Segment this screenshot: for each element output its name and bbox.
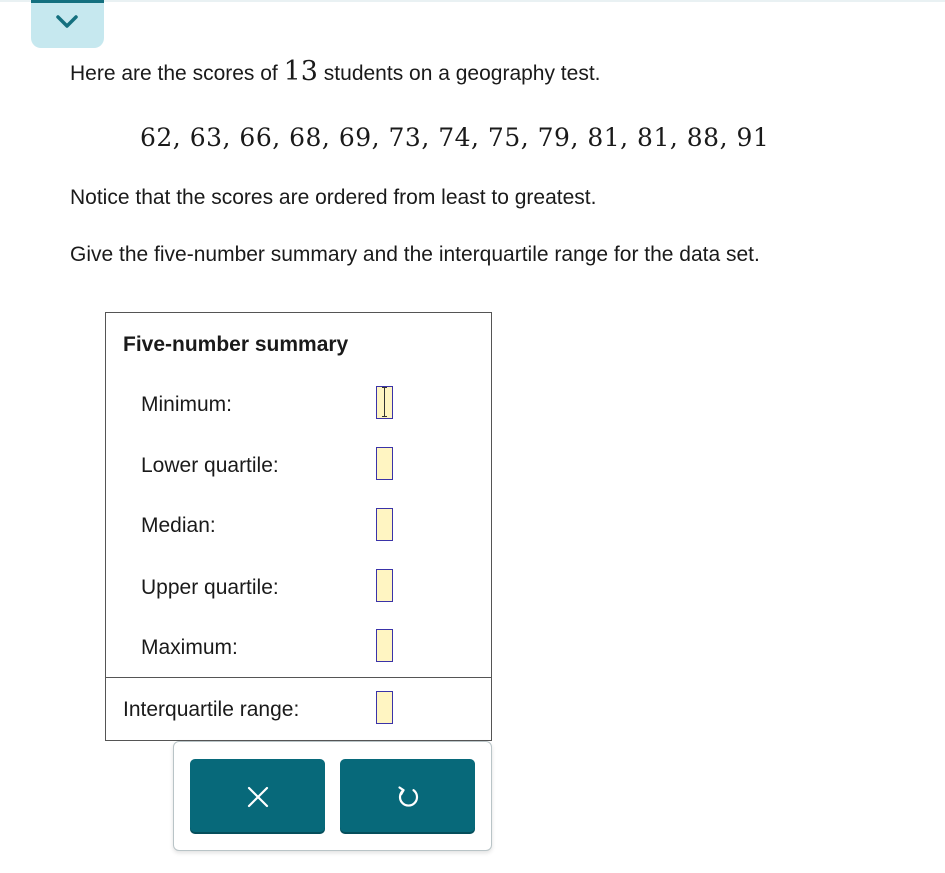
minimum-label: Minimum: (141, 393, 233, 416)
intro-after: students on a geography test. (317, 62, 601, 85)
answer-panel (105, 312, 492, 741)
panel-divider (106, 677, 491, 678)
close-icon (246, 785, 270, 809)
text-cursor (384, 387, 385, 417)
lower-quartile-input[interactable] (376, 447, 393, 480)
upper-quartile-input[interactable] (376, 569, 393, 602)
question-intro (70, 58, 601, 88)
minimum-input[interactable] (376, 386, 393, 419)
scores-list: 62, 63, 66, 68, 69, 73, 74, 75, 79, 81, 81, 88, 91 (140, 123, 770, 152)
maximum-input[interactable] (376, 629, 393, 662)
interquartile-range-input[interactable] (376, 691, 393, 724)
lower-quartile-label: Lower quartile: (141, 454, 279, 477)
instruction-text: Give the five-number summary and the interquartile range for the data set. (70, 243, 760, 266)
collapse-button[interactable] (31, 0, 104, 48)
clear-button[interactable] (190, 759, 325, 834)
undo-button[interactable] (340, 759, 475, 834)
maximum-label: Maximum: (141, 636, 238, 659)
answer-toolbar (173, 741, 492, 851)
chevron-down-icon (55, 14, 79, 30)
intro-before: Here are the scores of (70, 62, 284, 85)
median-input[interactable] (376, 508, 393, 541)
notice-text: Notice that the scores are ordered from least to greatest. (70, 186, 597, 209)
five-number-summary-title: Five-number summary (123, 333, 349, 356)
collapse-button-accent-bar (31, 0, 104, 3)
top-border (0, 0, 945, 2)
interquartile-range-label: Interquartile range: (123, 698, 300, 721)
upper-quartile-label: Upper quartile: (141, 576, 279, 599)
student-count: 13 (283, 56, 318, 87)
median-label: Median: (141, 514, 216, 537)
undo-icon (395, 784, 421, 810)
